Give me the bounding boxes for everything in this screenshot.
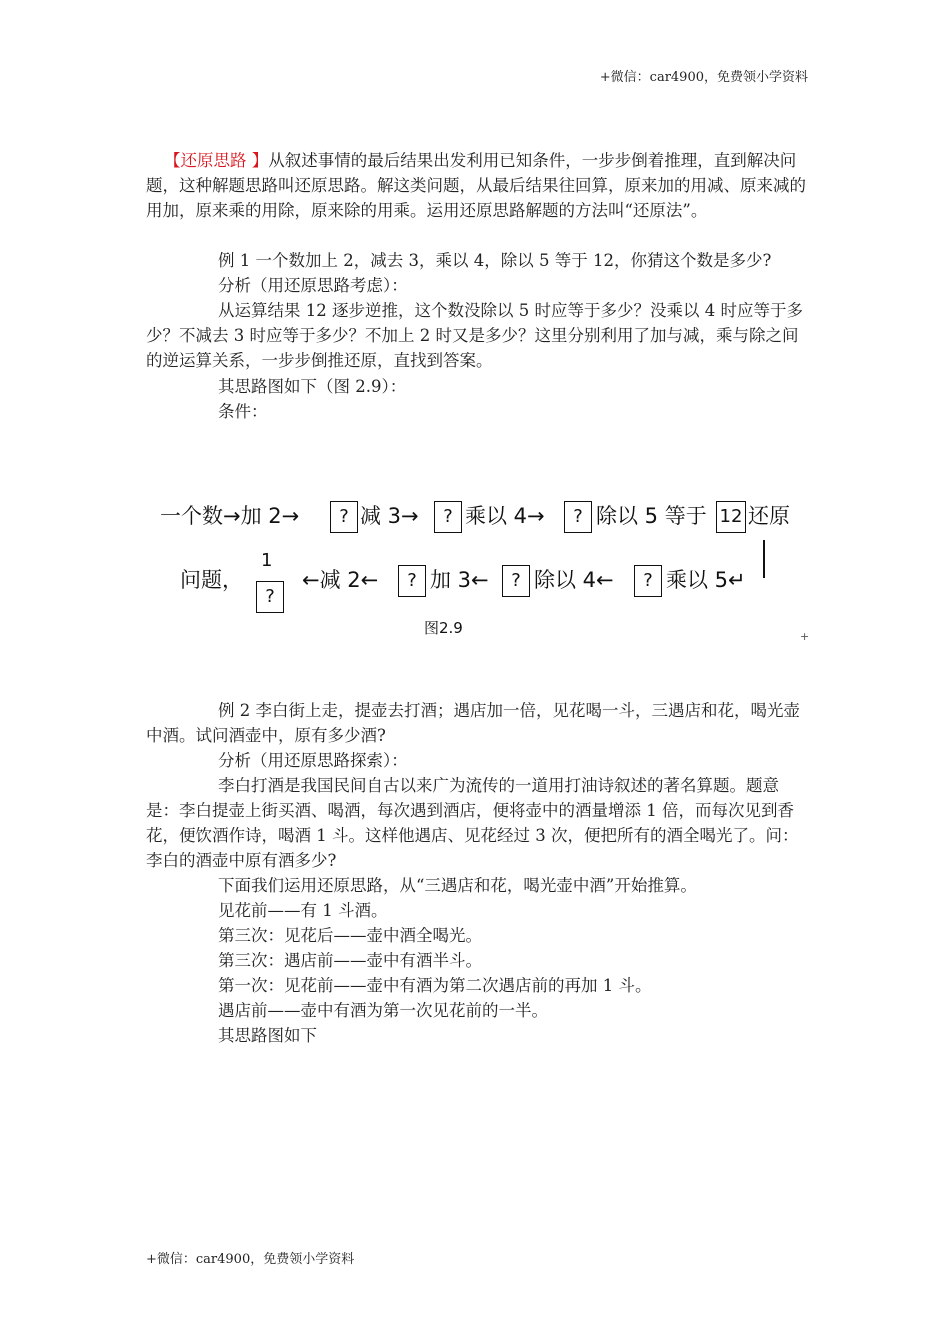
diagram-row1-op3: 除以 5 等于 bbox=[596, 504, 707, 528]
footer-note: +微信：car4900，免费领小学资料 bbox=[146, 1252, 355, 1267]
result-box: 12 bbox=[716, 501, 746, 533]
example1-analysis: 从运算结果 12 逐步逆推，这个数没除以 5 时应等于多少？没乘以 4 时应等于多少？不减去 3 时应等于多少？不加上 2 时又是多少？这里分别利用了加与减，乘与除之间的逆运算关系，一步步倒推还原，直找到答案。 bbox=[146, 301, 803, 370]
diagram-row1-end: 还原 bbox=[748, 504, 790, 528]
diagram-row1-op1: 减 3→ bbox=[360, 504, 419, 528]
unknown-box: ? bbox=[256, 581, 284, 613]
diagram-caption: 图2.9 bbox=[424, 619, 463, 637]
example1-condition-label: 条件： bbox=[218, 402, 268, 421]
example2-line: 第三次：见花后——壶中酒全喝光。 bbox=[218, 926, 482, 945]
example2-analysis: 李白打酒是我国民间自古以来广为流传的一道用打油诗叙述的著名算题。题意是：李白提壶上街买酒、喝酒，每次遇到酒店，便将壶中的酒量增添 1 倍，而每次见到香花，便饮酒作诗，喝酒 1 斗。这样他遇店、见花经过 3 次，便把所有的酒全喝光了。问：李白的酒壶中原有酒多少? bbox=[146, 776, 799, 870]
diagram-row2-start: 问题， bbox=[180, 568, 243, 592]
intro-paragraph bbox=[146, 148, 810, 223]
example1-analysis-label: 分析（用还原思路考虑）： bbox=[218, 276, 408, 295]
example2-analysis-label: 分析（用还原思路探索）： bbox=[218, 751, 408, 770]
unknown-box: ? bbox=[398, 565, 426, 597]
diagram-row1-start: 一个数→加 2→ bbox=[160, 504, 300, 528]
diagram-row2-op3: 除以 4← bbox=[534, 568, 614, 592]
example2-line: 见花前——有 1 斗酒。 bbox=[218, 901, 388, 920]
reverse-thinking-diagram bbox=[160, 495, 810, 650]
diagram-mark: + bbox=[800, 630, 810, 643]
unknown-box: ? bbox=[502, 565, 530, 597]
diagram-row2-op1: ←减 2← bbox=[302, 568, 379, 592]
intro-text: 从叙述事情的最后结果出发利用已知条件，一步步倒着推理，直到解决问题，这种解题思路叫还原思路。解这类问题，从最后结果往回算，原来加的用减、原来减的用加，原来乘的用除，原来除的用乘。运用还原思路解题的方法叫“还原法”。 bbox=[146, 151, 806, 220]
example2-question: 例 2 李白街上走，提壶去打酒；遇店加一倍，见花喝一斗，三遇店和花，喝光壶中酒。试问酒壶中，原有多少酒? bbox=[146, 701, 800, 745]
diagram-row2-op2: 加 3← bbox=[430, 568, 489, 592]
connector-line bbox=[763, 540, 765, 578]
example2-line: 第一次：见花前——壶中有酒为第二次遇店前的再加 1 斗。 bbox=[218, 976, 652, 995]
diagram-row1-op2: 乘以 4→ bbox=[465, 504, 545, 528]
answer-label: 1 bbox=[261, 550, 273, 571]
unknown-box: ? bbox=[330, 501, 358, 533]
unknown-box: ? bbox=[434, 501, 462, 533]
example1-question: 例 1 一个数加上 2，减去 3，乘以 4，除以 5 等于 12，你猜这个数是多少? bbox=[218, 251, 772, 270]
diagram-row2-op4: 乘以 5↵ bbox=[666, 568, 746, 592]
example2-line: 其思路图如下 bbox=[218, 1026, 317, 1045]
unknown-box: ? bbox=[634, 565, 662, 597]
header-note: +微信：car4900，免费领小学资料 bbox=[599, 70, 808, 85]
unknown-box: ? bbox=[564, 501, 592, 533]
intro-tag: 【还原思路 】 bbox=[164, 151, 269, 170]
example1-diagram-intro: 其思路图如下（图 2.9）： bbox=[218, 377, 407, 396]
example2-line: 下面我们运用还原思路，从“三遇店和花，喝光壶中酒”开始推算。 bbox=[218, 876, 697, 895]
example2-line: 第三次：遇店前——壶中有酒半斗。 bbox=[218, 951, 482, 970]
example2-line: 遇店前——壶中有酒为第一次见花前的一半。 bbox=[218, 1001, 548, 1020]
